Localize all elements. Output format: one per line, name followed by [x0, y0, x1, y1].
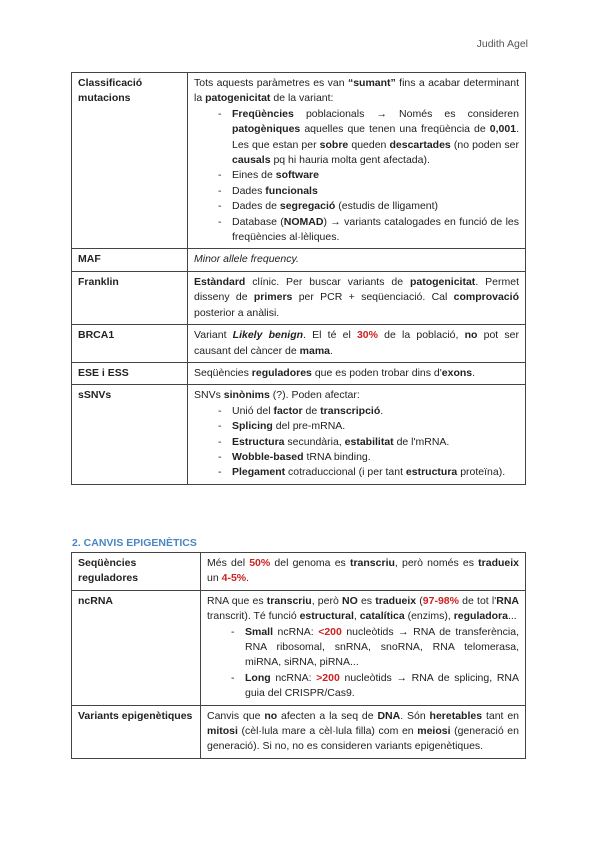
term-cell: BRCA1: [72, 325, 188, 363]
list-item: - Small ncRNA: <200 nucleòtids → RNA de transferència, RNA ribosomal, snRNA, snoRNA, RNA telomerasa, miRNA, siRNA, piRNA...: [231, 625, 519, 671]
table-row: [72, 249, 526, 271]
section-heading: 2. CANVIS EPIGENÈTICS: [72, 537, 197, 549]
definition-cell: Estàndard clínic. Per buscar variants de patogenicitat. Permet disseny de primers per PCR + seqüenciació. Cal comprovació posterior a anàlisi.: [188, 271, 526, 324]
bullet-list: [194, 404, 519, 481]
table-row: [72, 590, 526, 705]
definition-cell: Més del 50% del genoma es transcriu, però només es tradueix un 4-5%.: [201, 553, 526, 591]
definition-cell: SNVs sinònims (?). Poden afectar: - Unió del factor de transcripció. - Splicing del pre-mRNA. - Estructura secundària, estabilitat de l'mRNA. - Wobble-based tRNA binding. - Plegament cotraduccional (i per tant estructura proteïna).: [188, 385, 526, 484]
term-cell: Franklin: [72, 271, 188, 324]
list-item: - Long ncRNA: >200 nucleòtids → RNA de splicing, RNA guia del CRISPR/Cas9.: [231, 671, 519, 702]
definition-cell: Canvis que no afecten a la seq de DNA. Són heretables tant en mitosi (cèl·lula mare a cèl·lula filla) com en meiosi (generació en generació). Si no, no es consideren variants epigenètiques.: [201, 705, 526, 758]
list-item: - Freqüències poblacionals → Només es consideren patogèniques aquelles que tenen una freqüència de 0,001. Les que estan per sobre queden descartades (no poden ser causals pq hi hauria molta gent afectada).: [218, 107, 519, 169]
definition-cell: Variant Likely benign. El té el 30% de la població, no pot ser causant del càncer de mama.: [188, 325, 526, 363]
term-cell: Classificació mutacions: [72, 73, 188, 249]
list-item: - Dades de segregació (estudis de lligament): [218, 199, 519, 214]
table-row: [72, 553, 526, 591]
term-cell: Variants epigenètiques: [72, 705, 201, 758]
table-row: [72, 271, 526, 324]
definition-cell: Tots aquests paràmetres es van “sumant” fins a acabar determinant la patogenicitat de la variant: - Freqüències poblacionals → Només es consideren patogèniques aquelles que tenen una freqüència de 0,001. Les que estan per sobre queden descartades (no poden ser causals pq hi hauria molta gent afectada). - Eines de software - Dades funcionals - Dades de segregació (estudis de lligament) - Database (NOMAD) → variants catalogades en funció de les freqüències al·lèliques.: [188, 73, 526, 249]
list-item: - Wobble-based tRNA binding.: [218, 450, 519, 465]
term-cell: ncRNA: [72, 590, 201, 705]
list-item: - Plegament cotraduccional (i per tant estructura proteïna).: [218, 465, 519, 480]
definition-cell: Minor allele frequency.: [188, 249, 526, 271]
definition-cell: Seqüències reguladores que es poden trobar dins d'exons.: [188, 362, 526, 384]
table-row: [72, 385, 526, 484]
table-row: [72, 362, 526, 384]
list-item: - Unió del factor de transcripció.: [218, 404, 519, 419]
list-item: - Splicing del pre-mRNA.: [218, 419, 519, 434]
table-row: [72, 325, 526, 363]
list-item: - Eines de software: [218, 168, 519, 183]
list-item: - Estructura secundària, estabilitat de l'mRNA.: [218, 435, 519, 450]
term-cell: MAF: [72, 249, 188, 271]
list-item: - Dades funcionals: [218, 184, 519, 199]
table-row: [72, 73, 526, 249]
definition-cell: RNA que es transcriu, però NO es tradueix (97-98% de tot l'RNA transcrit). Té funció estructural, catalítica (enzims), reguladora... - Small ncRNA: <200 nucleòtids → RNA de transferència, RNA ribosomal, snRNA, snoRNA, RNA telomerasa, miRNA, siRNA, piRNA... - Long ncRNA: >200 nucleòtids → RNA de splicing, RNA guia del CRISPR/Cas9.: [201, 590, 526, 705]
genetic-variants-table: [71, 72, 526, 485]
epigenetic-changes-table: [71, 552, 526, 759]
bullet-list: [194, 107, 519, 246]
list-item: - Database (NOMAD) → variants catalogades en funció de les freqüències al·lèliques.: [218, 215, 519, 246]
term-cell: sSNVs: [72, 385, 188, 484]
author-name: Judith Agel: [476, 38, 528, 50]
term-cell: ESE i ESS: [72, 362, 188, 384]
table-row: [72, 705, 526, 758]
term-cell: Seqüències reguladores: [72, 553, 201, 591]
bullet-list: [207, 625, 519, 702]
